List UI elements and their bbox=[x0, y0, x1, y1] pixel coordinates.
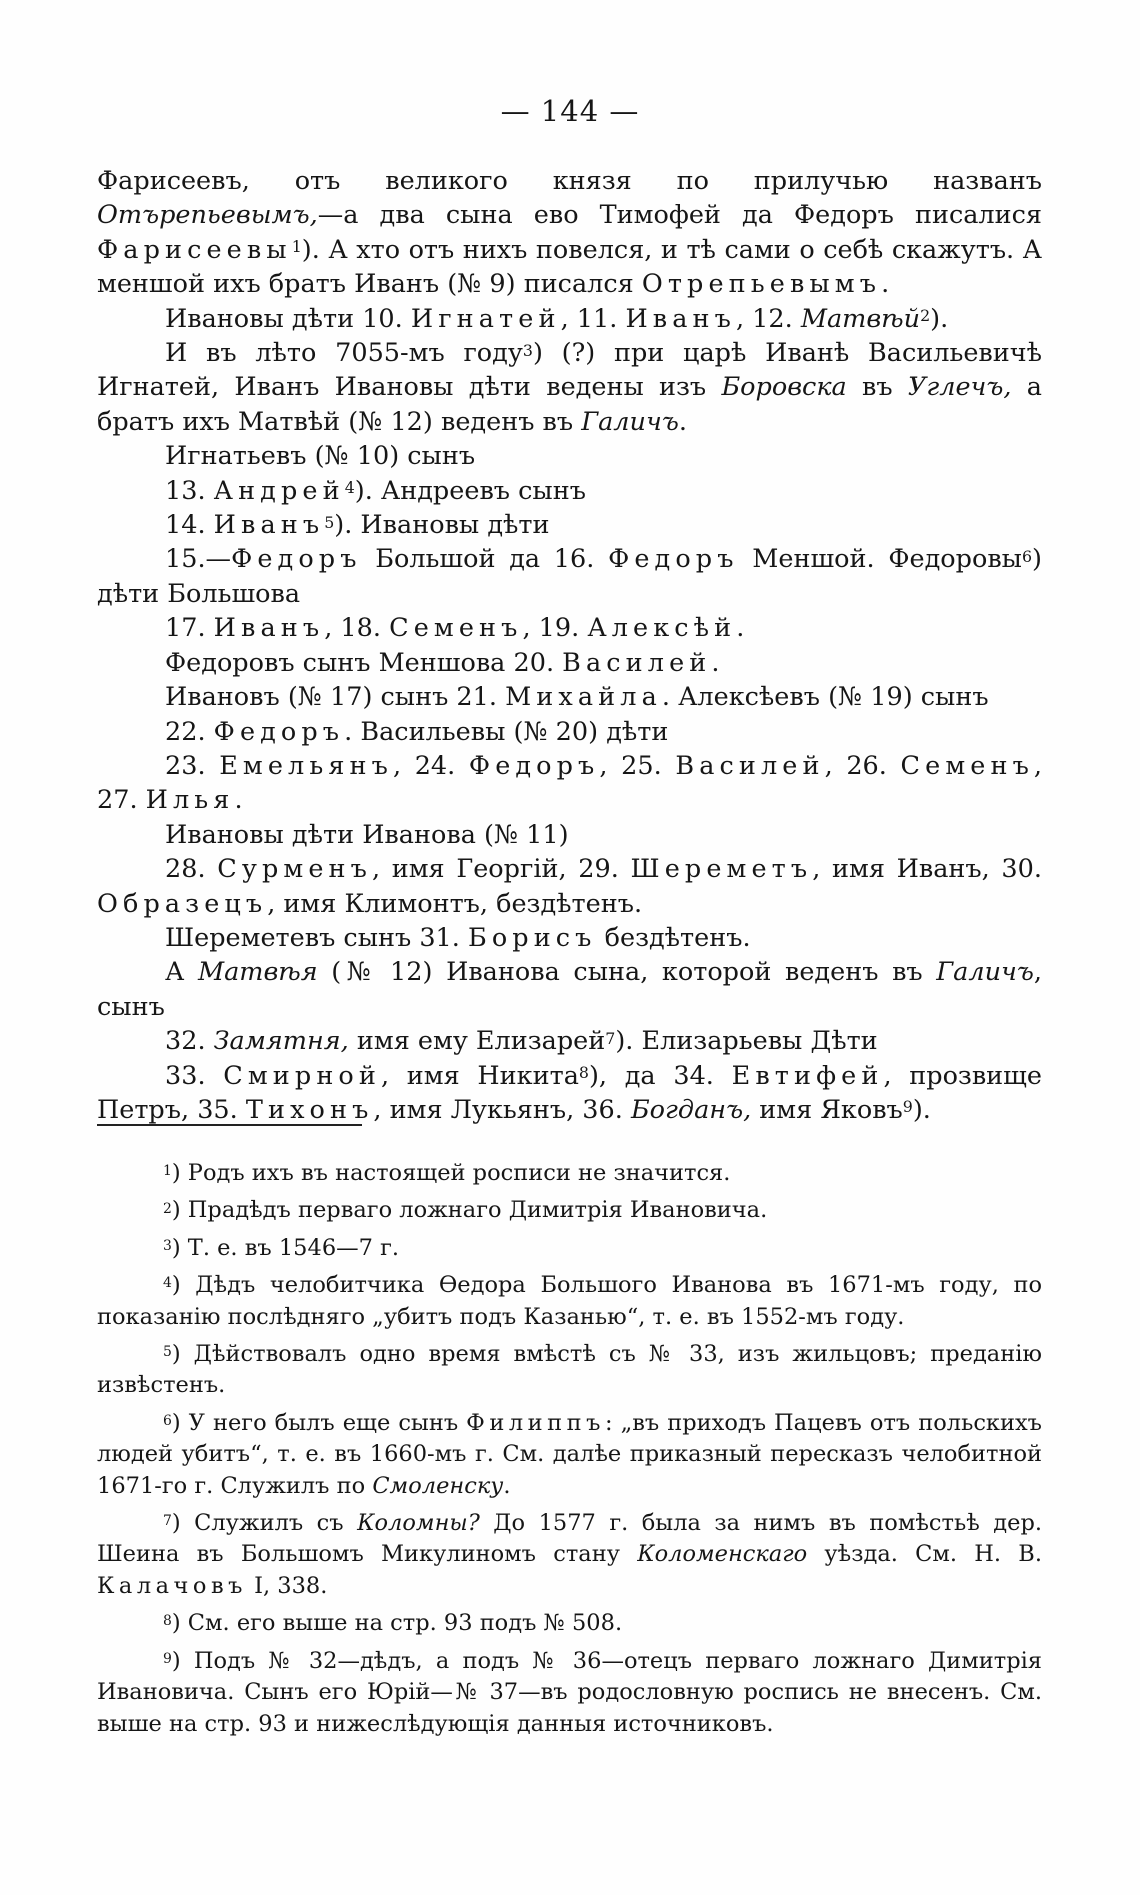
footnote bbox=[97, 1195, 1042, 1226]
text-run: въ bbox=[846, 372, 908, 403]
spaced-name: Шереметъ bbox=[630, 854, 813, 885]
spaced-name: Василей bbox=[675, 750, 825, 781]
text-run: , 27. bbox=[97, 750, 1043, 816]
spaced-name: Федоръ bbox=[231, 544, 362, 575]
text-run: 32. bbox=[165, 1026, 214, 1057]
paragraph bbox=[97, 164, 1042, 302]
italic-text: Смоленску bbox=[372, 1472, 504, 1499]
text-run: ) См. его выше на стр. 93 подъ № 508. bbox=[171, 1610, 623, 1637]
footnote-marker: 4 bbox=[344, 478, 355, 498]
text-run: , сынъ bbox=[97, 957, 1042, 1022]
paragraph bbox=[97, 955, 1042, 1024]
text-run: А bbox=[165, 957, 198, 988]
main-text bbox=[97, 164, 1042, 1127]
paragraph bbox=[97, 336, 1042, 439]
spaced-name: Калачовъ bbox=[97, 1572, 247, 1599]
footnote bbox=[97, 1339, 1042, 1402]
text-run: 15.— bbox=[165, 544, 232, 575]
text-run: , имя Климонтъ, бездѣтенъ. bbox=[267, 888, 643, 919]
footnote bbox=[97, 1508, 1042, 1602]
footnote-marker: 8 bbox=[578, 1063, 589, 1083]
paragraph bbox=[97, 474, 1042, 508]
text-run: 33. bbox=[165, 1060, 224, 1091]
italic-text: Галичъ bbox=[581, 406, 679, 437]
spaced-name: Отрепьевымъ bbox=[641, 269, 882, 300]
spaced-name: Смирной bbox=[223, 1060, 381, 1091]
text-run: а братъ ихъ Матвѣй (№ 12) веденъ въ bbox=[97, 372, 1042, 437]
text-run: 22. bbox=[165, 716, 214, 747]
text-run: имя Яковъ bbox=[751, 1094, 903, 1125]
text-run: ) Родъ ихъ въ настоящей росписи не значится. bbox=[171, 1160, 731, 1186]
paragraph bbox=[97, 1024, 1042, 1058]
paragraph bbox=[97, 302, 1042, 336]
spaced-name: Федоръ bbox=[213, 716, 345, 747]
text-run: . bbox=[881, 269, 890, 300]
text-run: , 25. bbox=[599, 750, 676, 781]
spaced-name: Семенъ bbox=[900, 750, 1034, 781]
text-run: I, 338. bbox=[246, 1572, 328, 1599]
paragraph bbox=[97, 749, 1042, 818]
spaced-name: Тихонъ bbox=[245, 1094, 374, 1125]
footnote-divider bbox=[97, 1124, 362, 1126]
text-run: , имя Георгій, 29. bbox=[371, 854, 631, 885]
spaced-name: Иванъ bbox=[213, 510, 325, 541]
text-run: , 26. bbox=[824, 750, 901, 781]
footnote-marker: 9 bbox=[163, 1650, 172, 1667]
footnote-marker: 2 bbox=[163, 1200, 172, 1217]
text-run: 23. bbox=[165, 750, 220, 781]
text-run: ). bbox=[930, 303, 949, 334]
footnote bbox=[97, 1646, 1042, 1740]
footnote-marker: 6 bbox=[1021, 546, 1033, 566]
text-run: ) (?) при царѣ Иванѣ Васильевичѣ Игнатей, Иванъ Ивановы дѣти ведены изъ bbox=[97, 338, 1043, 403]
text-run: уѣзда. См. Н. В. bbox=[807, 1541, 1042, 1568]
spaced-name: Андрей bbox=[213, 475, 345, 506]
footnotes bbox=[97, 1158, 1042, 1740]
spaced-name: Борисъ bbox=[467, 922, 597, 953]
italic-text: Замятня, bbox=[213, 1026, 349, 1057]
italic-text: Матвѣй bbox=[800, 303, 921, 334]
footnote bbox=[97, 1158, 1042, 1189]
footnote-marker: 8 bbox=[163, 1613, 172, 1630]
footnote bbox=[97, 1408, 1042, 1502]
page-number: — 144 — bbox=[500, 94, 640, 128]
spaced-name: Федоръ bbox=[608, 544, 739, 575]
footnote-marker: 4 bbox=[163, 1275, 172, 1292]
paragraph bbox=[97, 508, 1042, 542]
spaced-name: Емельянъ bbox=[219, 750, 393, 781]
spaced-name: Образецъ bbox=[97, 888, 268, 919]
spaced-name: Игнатей bbox=[410, 303, 561, 334]
text-run: бездѣтенъ. bbox=[596, 922, 751, 953]
text-run: , прозвище Петръ, 35. bbox=[97, 1060, 1042, 1125]
spaced-name: Алексѣй bbox=[587, 613, 737, 644]
footnote bbox=[97, 1608, 1042, 1639]
paragraph bbox=[97, 818, 1042, 852]
footnote bbox=[97, 1270, 1042, 1333]
italic-text: Коломенскаго bbox=[637, 1541, 808, 1568]
text-run: ). А хто отъ нихъ повелся, и тѣ сами о себѣ скажутъ. А меншой ихъ братъ Иванъ (№ 9) писался bbox=[97, 234, 1042, 300]
text-run: , 24. bbox=[392, 750, 469, 781]
text-run: ) дѣти Большова bbox=[97, 544, 1042, 609]
text-run: ) У него былъ еще сынъ bbox=[171, 1409, 467, 1436]
text-run: . bbox=[503, 1472, 511, 1499]
paragraph bbox=[97, 715, 1042, 749]
spaced-name: Василей bbox=[562, 647, 712, 678]
paragraph bbox=[97, 680, 1042, 714]
text-run: ) Прадѣдъ перваго ложнаго Димитрія Ивановича. bbox=[171, 1197, 768, 1224]
text-run: ) Дѣдъ челобитчика Ѳедора Большого Иванова въ 1671-мъ году, по показанію послѣдняго „убитъ подъ Казанью“, т. е. въ 1552-мъ году. bbox=[97, 1272, 1042, 1330]
text-run: , 12. bbox=[735, 303, 801, 334]
paragraph bbox=[97, 1059, 1042, 1128]
text-run: Ивановъ (№ 17) сынъ 21. bbox=[165, 682, 506, 713]
italic-text: Коломны? bbox=[357, 1510, 480, 1537]
paragraph bbox=[97, 439, 1042, 473]
footnote-marker: 7 bbox=[605, 1028, 616, 1048]
footnote-marker: 7 bbox=[163, 1513, 172, 1530]
footnote-marker: 5 bbox=[163, 1344, 172, 1361]
text-run: . bbox=[711, 647, 720, 678]
italic-text: Боровска bbox=[721, 372, 847, 403]
spaced-name: Семенъ bbox=[389, 613, 523, 644]
text-run: ) Подъ № 32—дѣдъ, а подъ № 36—отецъ перваго ложнаго Димитрія Ивановича. Сынъ его Юрій—№ 37—въ родословную роспись не внесенъ. См. выше на стр. 93 и нижеслѣдующія данныя источниковъ. bbox=[97, 1647, 1042, 1737]
text-run: , 11. bbox=[560, 303, 626, 334]
text-run: 14. bbox=[165, 510, 214, 541]
text-run: ) Служилъ съ bbox=[171, 1510, 358, 1537]
text-run: , имя Лукьянъ, 36. bbox=[373, 1094, 631, 1125]
text-run: . bbox=[234, 785, 243, 816]
footnote-marker: 2 bbox=[920, 306, 931, 326]
text-run: (№ 12) Иванова сына, которой веденъ въ bbox=[317, 957, 937, 988]
text-run: , 18. bbox=[324, 613, 390, 644]
text-run: , имя Никита bbox=[380, 1060, 579, 1091]
spaced-name: Иванъ bbox=[625, 303, 736, 334]
text-run: Шереметевъ сынъ 31. bbox=[165, 922, 468, 953]
text-run: имя ему Елизарей bbox=[348, 1026, 606, 1057]
text-run: ). Ивановы дѣти bbox=[334, 510, 550, 541]
italic-text: Матвѣя bbox=[197, 957, 318, 988]
footnote-marker: 5 bbox=[324, 512, 335, 532]
text-run: ). Елизарьевы Дѣти bbox=[615, 1026, 878, 1057]
spaced-name: Евтифей bbox=[731, 1060, 884, 1091]
italic-text: Отърепьевымъ, bbox=[97, 200, 318, 231]
spaced-name: Илья bbox=[145, 785, 235, 816]
text-run: 17. bbox=[165, 613, 214, 644]
text-run: 28. bbox=[165, 854, 218, 885]
italic-text: Галичъ bbox=[936, 957, 1034, 988]
paragraph bbox=[97, 611, 1042, 645]
text-run: ) Т. е. въ 1546—7 г. bbox=[171, 1234, 400, 1261]
spaced-name: Федоръ bbox=[468, 750, 600, 781]
text-run: ). Андреевъ сынъ bbox=[354, 475, 586, 506]
text-run: До 1577 г. была за нимъ въ помѣстьѣ дер. Шеина въ Большомъ Микулиномъ стану bbox=[97, 1510, 1042, 1568]
paragraph bbox=[97, 542, 1042, 611]
footnote-marker: 3 bbox=[522, 340, 533, 360]
text-run: ) Дѣйствовалъ одно время вмѣстѣ съ № 33, изъ жильцовъ; преданію извѣстенъ. bbox=[97, 1341, 1042, 1399]
text-run: , 19. bbox=[522, 613, 588, 644]
text-run: ). bbox=[912, 1094, 931, 1125]
text-run: Федоровъ сынъ Меншова 20. bbox=[165, 647, 563, 678]
text-run: И въ лѣто 7055-мъ году bbox=[165, 338, 523, 369]
text-run: Ивановы дѣти 10. bbox=[165, 303, 411, 334]
spaced-name: Иванъ bbox=[213, 613, 325, 644]
text-run: Фарисеевъ, отъ великого князя по прилучью названъ bbox=[97, 166, 1042, 196]
text-run: 13. bbox=[165, 475, 214, 506]
italic-text: Богданъ, bbox=[630, 1094, 752, 1125]
paragraph bbox=[97, 921, 1042, 955]
footnote-marker: 1 bbox=[163, 1163, 172, 1180]
text-run: . Васильевы (№ 20) дѣти bbox=[344, 716, 669, 747]
text-run: . bbox=[736, 613, 745, 644]
text-run: . Алексѣевъ (№ 19) сынъ bbox=[661, 682, 989, 713]
spaced-name: Михайла bbox=[505, 682, 662, 713]
paragraph bbox=[97, 646, 1042, 680]
text-run: —а два сына ево Тимофей да Федоръ писалися bbox=[317, 200, 1042, 231]
text-run: , имя Иванъ, 30. bbox=[812, 854, 1042, 885]
text-run: Ивановы дѣти Иванова (№ 11) bbox=[165, 819, 569, 850]
italic-text: Углечъ, bbox=[907, 372, 1012, 403]
text-run: : „въ приходъ Пацевъ отъ польскихъ людей убитъ“, т. е. въ 1660-мъ г. См. далѣе приказный пересказъ челобитной 1671-го г. Служилъ по bbox=[97, 1409, 1042, 1499]
footnote-marker: 3 bbox=[163, 1237, 172, 1254]
text-run: . bbox=[678, 406, 687, 437]
text-run: Игнатьевъ (№ 10) сынъ bbox=[165, 441, 476, 472]
text-run: ), да 34. bbox=[588, 1060, 732, 1091]
footnote bbox=[97, 1233, 1042, 1264]
spaced-name: Фарисеевы bbox=[97, 234, 292, 265]
paragraph bbox=[97, 852, 1042, 921]
text-run: Меншой. Федоровы bbox=[738, 544, 1022, 575]
footnote-marker: 9 bbox=[902, 1097, 913, 1117]
spaced-name: Филиппъ bbox=[466, 1409, 605, 1436]
spaced-name: Сурменъ bbox=[217, 854, 372, 885]
footnote-marker: 6 bbox=[163, 1412, 172, 1429]
footnote-marker: 1 bbox=[291, 237, 302, 257]
text-run: Большой да 16. bbox=[361, 544, 609, 575]
